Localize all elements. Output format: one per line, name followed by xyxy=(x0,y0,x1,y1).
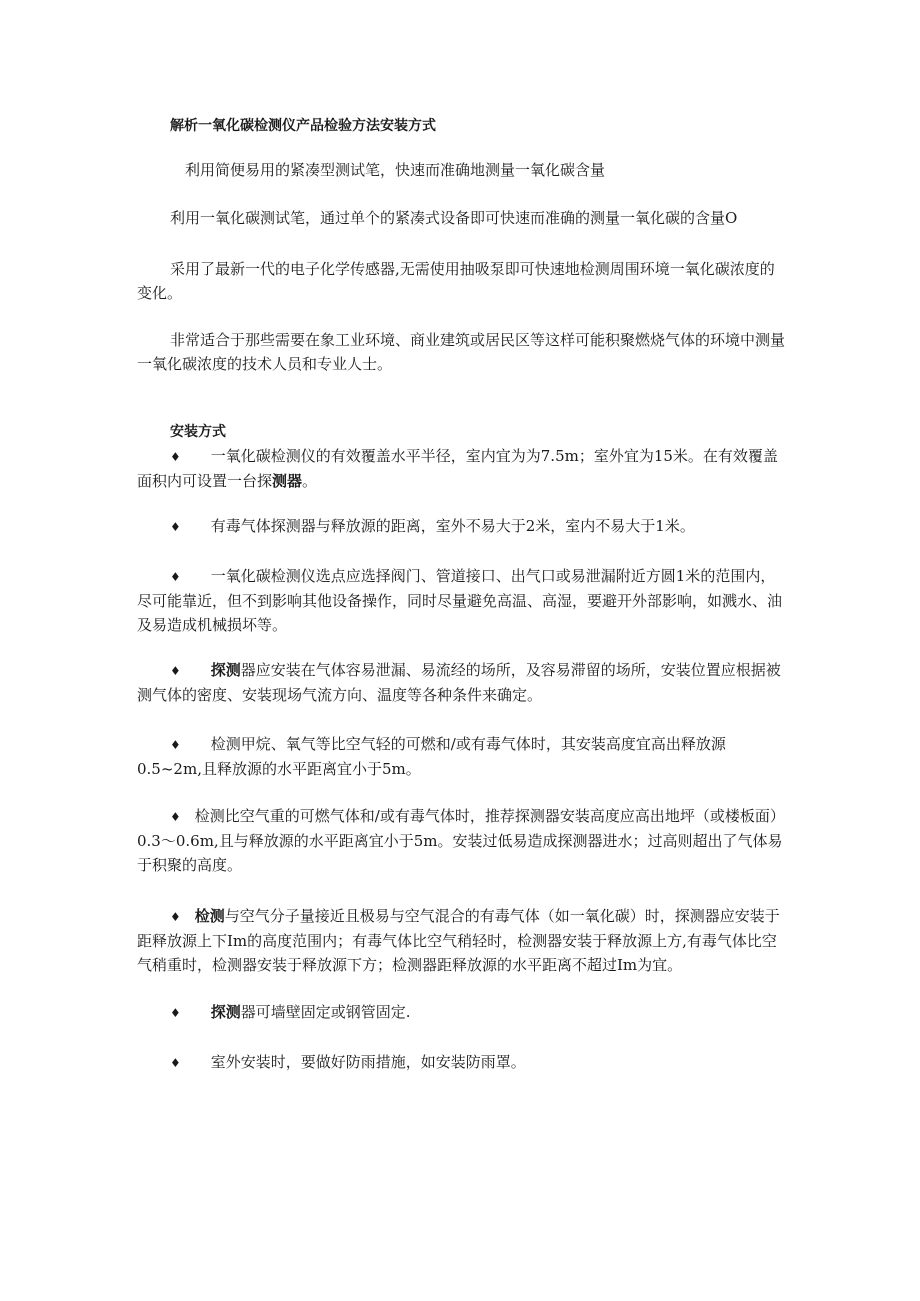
install-item xyxy=(137,514,787,539)
install-item xyxy=(137,444,787,493)
diamond-bullet-icon: ♦ xyxy=(170,910,181,924)
install-item-text-post: 与空气分子量接近且极易与空气混合的有毒气体（如一氧化碳）时，探测器应安装于距释放源上下Im的高度范围内；有毒气体比空气稍轻时，检测器安装于释放源上方,有毒气体比空气稍重时，检测器安装于释放源下方；检测器距释放源的水平距离不超过Im为宜。 xyxy=(137,907,780,974)
install-item-text: 一氧化碳检测仪选点应选择阀门、管道接口、出气口或易泄漏附近方圆1米的范围内，尽可能靠近，但不到影响其他设备操作，同时尽量避免高温、高湿，要避开外部影响，如溅水、油及易造成机械损坏等。 xyxy=(137,567,783,634)
install-item-text-post: 器可墙壁固定或钢管固定. xyxy=(240,1003,411,1021)
install-item-text-post: 。 xyxy=(302,472,318,490)
diamond-bullet-icon: ♦ xyxy=(170,664,181,678)
intro-paragraph-2: 利用一氧化碳测试笔，通过单个的紧凑式设备即可快速而准确的测量一氧化碳的含量O xyxy=(170,209,738,227)
install-item xyxy=(137,1000,787,1025)
install-item xyxy=(137,658,787,707)
install-item xyxy=(137,732,787,781)
diamond-bullet-icon: ♦ xyxy=(170,1056,181,1070)
install-item-bold: 探测 xyxy=(210,661,241,679)
diamond-bullet-icon: ♦ xyxy=(170,738,181,752)
install-item-text: 有毒气体探测器与释放源的距离，室外不易大于2米，室内不易大于1米。 xyxy=(210,517,695,535)
install-item-text: 检测比空气重的可燃气体和/或有毒气体时，推荐探测器安装高度应高出地坪（或楼板面）0.3～0.6m,且与释放源的水平距离宜小于5m。安装过低易造成探测器进水；过高则超出了气体易于积聚的高度。 xyxy=(137,807,785,874)
install-item-bold: 探测 xyxy=(210,1003,241,1021)
install-item-text-post: 器应安装在气体容易泄漏、易流经的场所，及容易滞留的场所，安装位置应根据被测气体的密度、安装现场气流方向、温度等各种条件来确定。 xyxy=(137,661,781,704)
install-item-text: 室外安装时，要做好防雨措施，如安装防雨罩。 xyxy=(210,1053,526,1071)
install-item-text: 检测甲烷、氧气等比空气轻的可燃和/或有毒气体时，其安装高度宜高出释放源0.5~2m,且释放源的水平距离宜小于5m。 xyxy=(137,735,726,778)
install-item xyxy=(137,1050,787,1075)
diamond-bullet-icon: ♦ xyxy=(170,570,181,584)
intro-paragraph-3: 采用了最新一代的电子化学传感器,无需使用抽吸泵即可快速地检测周围环境一氧化碳浓度的变化。 xyxy=(137,260,775,302)
install-item xyxy=(137,904,787,977)
install-item-text: 一氧化碳检测仪的有效覆盖水平半径，室内宜为为7.5m；室外宜为15米。在有效覆盖面积内可设置一台探 xyxy=(137,447,778,490)
diamond-bullet-icon: ♦ xyxy=(170,1006,181,1020)
install-heading: 安装方式 xyxy=(170,424,226,440)
install-item-bold: 测器 xyxy=(272,472,303,490)
diamond-bullet-icon: ♦ xyxy=(170,450,181,464)
install-item xyxy=(137,564,787,637)
intro-paragraph-4: 非常适合于那些需要在象工业环境、商业建筑或居民区等这样可能积聚燃烧气体的环境中测量一氧化碳浓度的技术人员和专业人士。 xyxy=(137,331,786,373)
intro-paragraph-1: 利用简便易用的紧凑型测试笔，快速而准确地测量一氧化碳含量 xyxy=(185,161,606,179)
diamond-bullet-icon: ♦ xyxy=(170,520,181,534)
install-item-bold: 检测 xyxy=(194,907,225,925)
install-item xyxy=(137,804,787,877)
document-title: 解析一氧化碳检测仪产品检验方法安装方式 xyxy=(170,118,436,134)
diamond-bullet-icon: ♦ xyxy=(170,810,181,824)
